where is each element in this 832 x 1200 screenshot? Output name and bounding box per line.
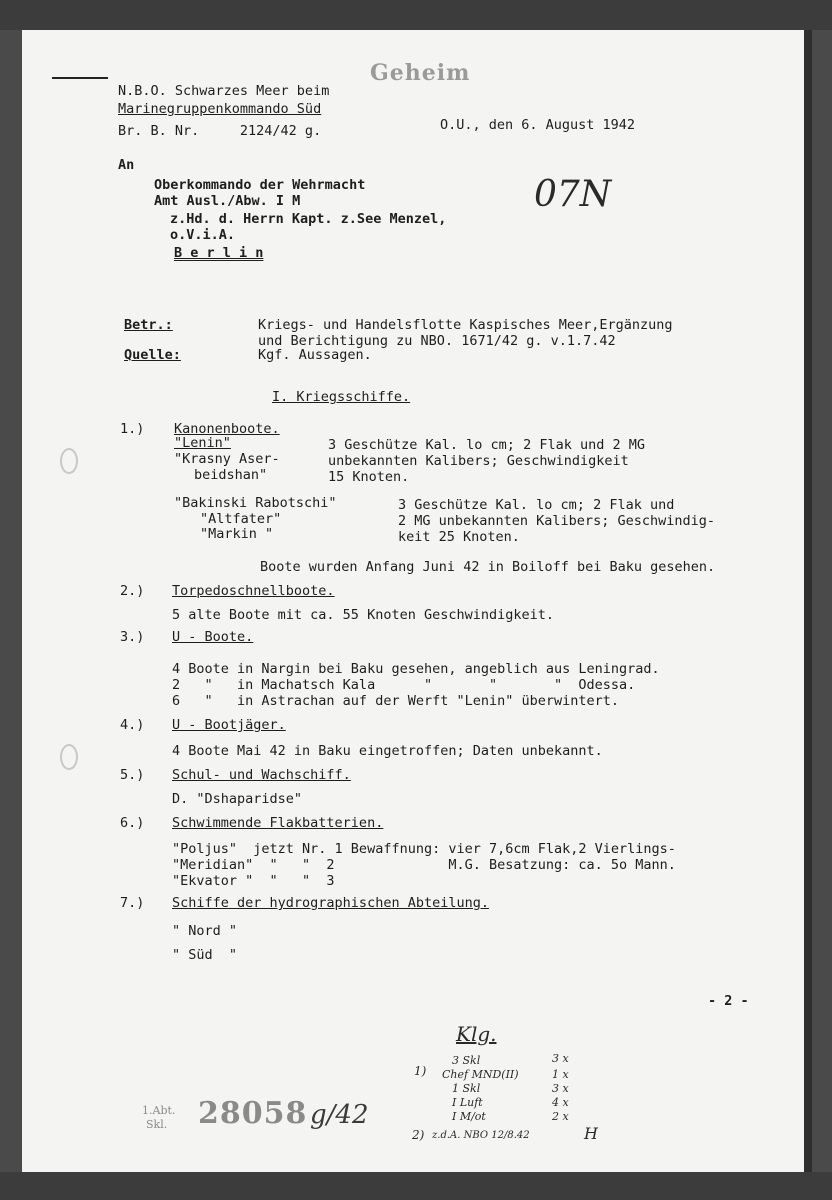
page-edge-shadow [804, 30, 812, 1172]
item-7-number: 7.) [120, 895, 145, 911]
punch-hole-1 [60, 448, 78, 474]
subject-line-1: Kriegs- und Handelsflotte Kaspisches Meer,Ergänzung [258, 317, 673, 333]
recipient-line-4: o.V.i.A. [170, 227, 236, 243]
film-border-bottom [0, 1172, 832, 1200]
item-2-title: Torpedoschnellboote. [172, 583, 335, 599]
registry-label-2: Skl. [146, 1118, 168, 1131]
item-1-ship-2b: beidshan" [194, 467, 268, 483]
distribution-count-2: 1 x [552, 1068, 569, 1081]
item-1-desc-2: unbekannten Kalibers; Geschwindigkeit [328, 453, 629, 469]
subject-line-2: und Berichtigung zu NBO. 1671/42 g. v.1.7.42 [258, 333, 616, 349]
distribution-line-5: I M/ot [452, 1110, 486, 1123]
annotation-number-1: 1) [414, 1064, 427, 1078]
item-3-line-3: 6 " in Astrachan auf der Werft "Lenin" überwintert. [172, 693, 620, 709]
item-1-number: 1.) [120, 421, 145, 437]
section-title: I. Kriegsschiffe. [272, 389, 411, 405]
distribution-count-1: 3 x [552, 1052, 569, 1065]
geheim-stamp: Geheim [370, 60, 471, 86]
distribution-line-1: 3 Skl [452, 1054, 481, 1067]
recipient-line-2: Amt Ausl./Abw. I M [154, 193, 301, 209]
distribution-count-5: 2 x [552, 1110, 569, 1123]
item-5-text: D. "Dshaparidse" [172, 791, 303, 807]
registry-number: 28058 [198, 1096, 308, 1131]
item-5-number: 5.) [120, 767, 145, 783]
item-3-title: U - Boote. [172, 629, 254, 645]
item-1-title: Kanonenboote. [174, 421, 280, 437]
reference-number: Br. B. Nr. 2124/42 g. [118, 123, 322, 139]
item-6-number: 6.) [120, 815, 145, 831]
item-4-title: U - Bootjäger. [172, 717, 286, 733]
item-6-line-3: "Ekvator " " " 3 [172, 873, 335, 889]
distribution-line-3: 1 Skl [452, 1082, 481, 1095]
item-4-text: 4 Boote Mai 42 in Baku eingetroffen; Daten unbekannt. [172, 743, 603, 759]
item-2-text: 5 alte Boote mit ca. 55 Knoten Geschwindigkeit. [172, 607, 555, 623]
item-6-title: Schwimmende Flakbatterien. [172, 815, 384, 831]
item-1-desc-5: 2 MG unbekannten Kalibers; Geschwindig- [398, 513, 715, 529]
item-1-desc-3: 15 Knoten. [328, 469, 410, 485]
page-marker: - 2 - [708, 993, 749, 1009]
item-1-desc-6: keit 25 Knoten. [398, 529, 520, 545]
item-1-note: Boote wurden Anfang Juni 42 in Boiloff bei Baku gesehen. [260, 559, 716, 575]
sender-line-1: N.B.O. Schwarzes Meer beim [118, 83, 330, 99]
recipient-city: B e r l i n [174, 245, 264, 261]
handwritten-mark-07n: 07N [534, 174, 612, 215]
source-label: Quelle: [124, 347, 181, 363]
document-page [22, 30, 812, 1172]
item-1-ship-5: "Markin " [200, 526, 274, 542]
sender-line-2: Marinegruppenkommando Süd [118, 101, 322, 117]
filing-note: z.d.A. NBO 12/8.42 [432, 1130, 530, 1141]
item-2-number: 2.) [120, 583, 145, 599]
handwritten-initials: Klg. [456, 1022, 497, 1046]
annotation-number-2: 2) [412, 1128, 425, 1142]
item-5-title: Schul- und Wachschiff. [172, 767, 351, 783]
registry-label-1: 1.Abt. [142, 1104, 176, 1117]
item-6-line-2: "Meridian" " " 2 M.G. Besatzung: ca. 5o Mann. [172, 857, 676, 873]
item-1-ship-4: "Altfater" [200, 511, 282, 527]
item-7-title: Schiffe der hydrographischen Abteilung. [172, 895, 489, 911]
distribution-count-3: 3 x [552, 1082, 569, 1095]
item-3-line-2: 2 " in Machatsch Kala " " " Odessa. [172, 677, 636, 693]
item-7-line-1: " Nord " [172, 923, 238, 939]
distribution-line-2: Chef MND(II) [442, 1068, 519, 1081]
place-date: O.U., den 6. August 1942 [440, 117, 636, 133]
registry-suffix: g/42 [310, 1100, 369, 1130]
recipient-line-1: Oberkommando der Wehrmacht [154, 177, 366, 193]
item-1-ship-2: "Krasny Aser- [174, 451, 280, 467]
distribution-count-4: 4 x [552, 1096, 569, 1109]
source-text: Kgf. Aussagen. [258, 347, 372, 363]
signature-mark: H [584, 1124, 598, 1143]
punch-hole-2 [60, 744, 78, 770]
item-1-ship-3: "Bakinski Rabotschi" [174, 495, 337, 511]
item-1-desc-1: 3 Geschütze Kal. lo cm; 2 Flak und 2 MG [328, 437, 645, 453]
item-3-line-1: 4 Boote in Nargin bei Baku gesehen, angeblich aus Leningrad. [172, 661, 660, 677]
item-1-ship-1: "Lenin" [174, 435, 231, 451]
distribution-line-4: I Luft [452, 1096, 483, 1109]
film-border-top [0, 0, 832, 30]
item-3-number: 3.) [120, 629, 145, 645]
subject-label: Betr.: [124, 317, 173, 333]
item-7-line-2: " Süd " [172, 947, 238, 963]
recipient-an: An [118, 157, 135, 173]
item-6-line-1: "Poljus" jetzt Nr. 1 Bewaffnung: vier 7,6cm Flak,2 Vierlings- [172, 841, 676, 857]
recipient-line-3: z.Hd. d. Herrn Kapt. z.See Menzel, [170, 211, 447, 227]
margin-dash-mark [52, 77, 108, 79]
item-4-number: 4.) [120, 717, 145, 733]
item-1-desc-4: 3 Geschütze Kal. lo cm; 2 Flak und [398, 497, 675, 513]
